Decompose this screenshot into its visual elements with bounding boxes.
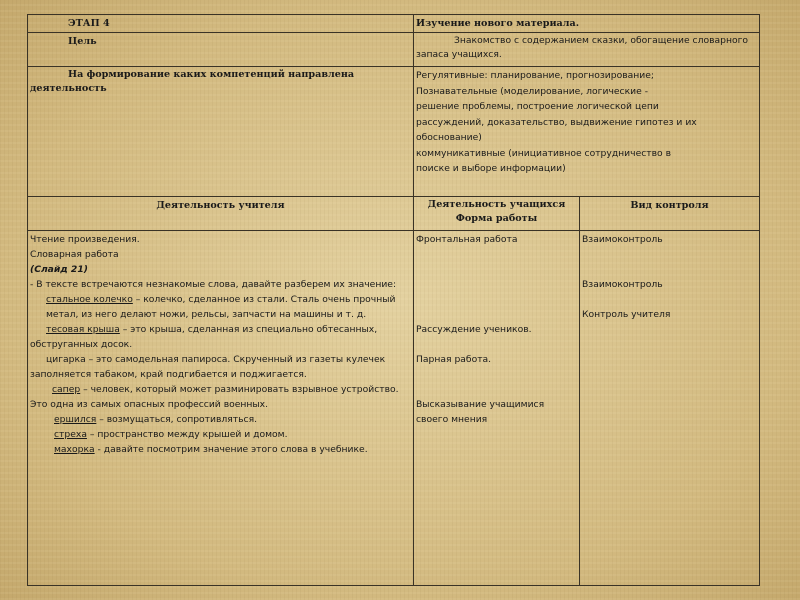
activity-header-row bbox=[28, 197, 760, 231]
term-item bbox=[30, 292, 411, 322]
term-item bbox=[30, 427, 411, 442]
header-control: Вид контроля bbox=[580, 197, 760, 231]
term-item bbox=[30, 442, 411, 457]
competency-line: обоснование) bbox=[416, 132, 482, 143]
term-definition: – колечко, сделанное из стали. Сталь очень прочный метал, из него делают ножи, рельсы, запчасти на машины и т. д. bbox=[46, 294, 396, 320]
header-students-line1: Деятельность учащихся bbox=[427, 199, 566, 210]
control-mutual-2: Взаимоконтроль bbox=[582, 279, 663, 290]
header-students bbox=[414, 197, 580, 231]
competencies-label: На формирование каких компетенций направлена деятельность bbox=[28, 67, 414, 197]
stage-row bbox=[28, 15, 760, 33]
students-opinion: Высказывание учащимися своего мнения bbox=[416, 399, 545, 425]
students-frontal: Фронтальная работа bbox=[416, 234, 518, 245]
goal-label: Цель bbox=[28, 33, 414, 67]
term-definition: - давайте посмотрим значение этого слова в учебнике. bbox=[94, 444, 368, 455]
teacher-reading: Чтение произведения. bbox=[30, 234, 140, 245]
term-definition: – человек, который может разминировать взрывное устройство. Это одна из самых опасных профессий военных. bbox=[30, 384, 399, 410]
teacher-activity-cell bbox=[28, 231, 414, 586]
term-word: махорка bbox=[54, 444, 95, 455]
competency-line: Регулятивные: планирование, прогнозирование; bbox=[416, 70, 654, 81]
term-definition: – возмущаться, сопротивляться. bbox=[96, 414, 258, 425]
header-teacher: Деятельность учителя bbox=[28, 197, 414, 231]
students-activity-cell bbox=[414, 231, 580, 586]
term-word: стреха bbox=[54, 429, 87, 440]
competency-line: рассуждений, доказательство, выдвижение гипотез и их bbox=[416, 116, 697, 128]
competency-line: поиске и выборе информации) bbox=[416, 163, 566, 174]
stage-title: Изучение нового материала. bbox=[414, 15, 760, 33]
term-word: стальное колечко bbox=[46, 294, 133, 305]
competencies-list bbox=[414, 67, 760, 197]
competency-line: решение проблемы, построение логической цепи bbox=[416, 101, 659, 112]
students-pair: Парная работа. bbox=[416, 354, 492, 365]
control-teacher: Контроль учителя bbox=[582, 309, 671, 320]
term-item bbox=[30, 412, 411, 427]
header-students-line2: Форма работы bbox=[455, 213, 538, 224]
stage-label: ЭТАП 4 bbox=[28, 15, 414, 33]
term-word: сапер bbox=[52, 384, 81, 395]
term-item bbox=[30, 382, 411, 412]
competency-line: коммуникативные (инициативное сотрудничество в bbox=[416, 147, 672, 159]
activity-body-row bbox=[28, 231, 760, 586]
term-word: ершился bbox=[54, 414, 97, 425]
term-definition: – пространство между крышей и домом. bbox=[86, 429, 288, 440]
students-reasoning: Рассуждение учеников. bbox=[416, 324, 532, 335]
control-mutual-1: Взаимоконтроль bbox=[582, 234, 663, 245]
lesson-plan-sheet bbox=[27, 14, 759, 586]
competency-line: Познавательные (моделирование, логические - bbox=[416, 85, 649, 97]
competencies-row bbox=[28, 67, 760, 197]
term-word: тесовая крыша bbox=[46, 324, 120, 335]
teacher-slide: (Слайд 21) bbox=[30, 264, 88, 275]
goal-text: Знакомство с содержанием сказки, обогащение словарного запаса учащихся. bbox=[414, 33, 760, 67]
term-definition: цигарка – это самодельная папироса. Скрученный из газеты кулечек заполняется табаком, край подгибается и поджигается. bbox=[30, 354, 386, 380]
term-item bbox=[30, 352, 411, 382]
control-cell bbox=[580, 231, 760, 586]
term-item bbox=[30, 322, 411, 352]
teacher-intro: - В тексте встречаются незнакомые слова, давайте разберем их значение: bbox=[30, 279, 397, 290]
goal-row bbox=[28, 33, 760, 67]
teacher-vocab: Словарная работа bbox=[30, 249, 119, 260]
term-definition: – это крыша, сделанная из специально обтесанных, обструганных досок. bbox=[30, 324, 378, 350]
lesson-plan-table bbox=[27, 14, 760, 586]
